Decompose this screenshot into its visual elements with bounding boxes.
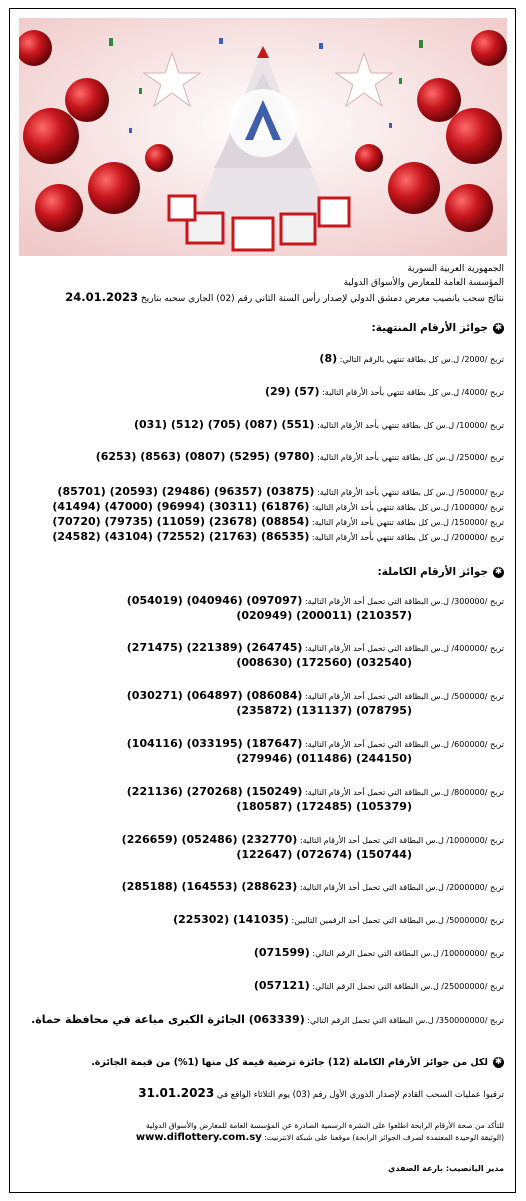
winning-numbers: (086084) (064897) (030271) <box>126 689 303 702</box>
winning-numbers: (232770) (052486) (226659) <box>121 833 298 846</box>
draw-text: نتائج سحب يانصيب معرض دمشق الدولي لإصدار رأس السنة الثاني رقم (02) الجاري سحبه بتاريخ <box>140 294 504 304</box>
winning-numbers: (08854) (23678) (11059) (79735) (70720) <box>52 515 310 528</box>
winning-numbers-2: (210357) (200011) (020949) <box>236 609 412 622</box>
lottery-manager: مدير اليانصيب: بارعة الصفدي <box>387 1164 504 1173</box>
website-link[interactable]: www.diflottery.com.sy <box>135 1132 262 1143</box>
prize-label: تربح /50000/ ل.س كل بطاقة تنتهي بأحد الأرقام التالية: <box>317 488 504 497</box>
prize-label: تربح /5000000/ ل.س البطاقة التي تحمل أحد الرقمين التاليين: <box>291 916 504 925</box>
next-draw-date: 31.01.2023 <box>138 1086 215 1100</box>
ending-row <box>22 352 504 367</box>
full-row <box>22 833 504 862</box>
ending-row <box>22 485 504 500</box>
official-notice <box>22 1120 504 1144</box>
winning-numbers: (9780) (5295) (0807) (8563) (6253) <box>95 450 315 463</box>
full-row <box>22 880 504 895</box>
notice-text: (الوثيقة الوحيدة المعتمدة لصرف الجوائز الرابحة) موقعنا على شبكة الانترنيت: <box>264 1133 504 1142</box>
draw-date: 24.01.2023 <box>65 290 139 304</box>
winning-numbers-2: (244150) (011486) (279946) <box>236 752 412 765</box>
notice-line-1: للتأكد من صحة الأرقام الرابحة اطلعوا على النشرة الرسمية الصادرة عن المؤسسة العامة للمعارض والأسواق الدولية <box>145 1121 504 1130</box>
full-row <box>22 979 504 994</box>
winning-numbers: (264745) (221389) (271475) <box>126 641 303 654</box>
winning-numbers: (187647) (033195) (104116) <box>126 737 303 750</box>
next-draw-info <box>22 1086 504 1102</box>
christmas-banner-image <box>19 18 507 256</box>
ending-row <box>22 385 504 400</box>
winning-numbers: (551) (087) (705) (512) (031) <box>133 418 315 431</box>
winning-numbers: (61876) (30311) (96994) (47000) (41494) <box>52 500 310 513</box>
prize-label: تربح /350000000/ ل.س البطاقة التي تحمل الرقم التالي: <box>307 1016 504 1025</box>
full-row <box>22 641 504 670</box>
consolation-text: لكل من جوائز الأرقام الكاملة (12) جائزة ترضية قيمة كل منها (1%) من قيمة الجائزة. <box>91 1057 488 1068</box>
prize-label: تربح /2000000/ ل.س البطاقة التي تحمل أحد الأرقام التالية: <box>299 883 504 892</box>
ending-row <box>22 530 504 545</box>
prize-label: تربح /200000/ ل.س كل بطاقة تنتهي بأحد الأرقام التالية: <box>311 533 504 542</box>
winning-numbers: (057121) <box>253 979 310 992</box>
winning-numbers: (141035) (225302) <box>173 913 289 926</box>
prize-label: تربح /25000/ ل.س كل بطاقة تنتهي بأحد الأرقام التالية: <box>317 453 504 462</box>
prize-label: تربح /4000/ ل.س كل بطاقة تنتهي بأحد الأرقام التالية: <box>322 388 504 397</box>
prize-label: تربح /150000/ ل.س كل بطاقة تنتهي بأحد الأرقام التالية: <box>311 518 504 527</box>
prize-label: تربح /600000/ ل.س البطاقة التي تحمل أحد الأرقام التالية: <box>304 740 504 749</box>
winning-numbers-2: (078795) (131137) (235872) <box>236 704 412 717</box>
full-row <box>22 737 504 766</box>
full-row <box>22 594 504 623</box>
ending-row <box>22 450 504 465</box>
asterisk-icon: ✱ <box>494 566 503 577</box>
section-title-text: جوائز الأرقام الكاملة: <box>377 566 488 578</box>
full-row <box>22 913 504 928</box>
ending-row <box>22 515 504 530</box>
prize-label: تربح /500000/ ل.س البطاقة التي تحمل أحد الأرقام التالية: <box>304 692 504 701</box>
full-row <box>22 785 504 814</box>
asterisk-icon: ✱ <box>494 1057 503 1067</box>
full-row <box>22 946 504 961</box>
ending-row <box>22 500 504 515</box>
winning-numbers: (57) (29) <box>264 385 320 398</box>
asterisk-icon: ✱ <box>494 322 503 333</box>
next-draw-text: ترقبوا عمليات السحب القادم لإصدار الدوري الأول رقم (03) يوم الثلاثاء الواقع في <box>216 1090 504 1100</box>
ending-section-title <box>22 322 504 334</box>
winning-numbers: (288623) (164553) (285188) <box>121 880 298 893</box>
winning-numbers: (063339) الجائزة الكبرى مباعة في محافظة حماة. <box>31 1013 305 1026</box>
republic-label: الجمهورية العربية السورية <box>407 264 504 274</box>
winning-numbers: (071599) <box>253 946 310 959</box>
prize-label: تربح /100000/ ل.س كل بطاقة تنتهي بأحد الأرقام التالية: <box>311 503 504 512</box>
section-title-text: جوائز الأرقام المنتهية: <box>371 322 488 334</box>
prize-label: تربح /300000/ ل.س البطاقة التي تحمل أحد الأرقام التالية: <box>304 597 504 606</box>
winning-numbers: (86535) (21763) (72552) (43104) (24582) <box>52 530 310 543</box>
consolation-note <box>22 1057 504 1068</box>
prize-label: تربح /25000000/ ل.س البطاقة التي تحمل الرقم التالي: <box>312 982 504 991</box>
document-header <box>22 262 504 306</box>
ending-row <box>22 418 504 433</box>
full-section-title <box>22 566 504 578</box>
prize-label: تربح /10000000/ ل.س البطاقة التي تحمل الرقم التالي: <box>312 949 504 958</box>
institution-label: المؤسسة العامة للمعارض والأسواق الدولية <box>343 278 504 288</box>
winning-numbers: (8) <box>319 352 338 365</box>
prize-label: تربح /2000/ ل.س كل بطاقة تنتهي بالرقم التالي: <box>339 355 504 364</box>
prize-label: تربح /400000/ ل.س البطاقة التي تحمل أحد الأرقام التالية: <box>304 644 504 653</box>
winning-numbers-2: (150744) (072674) (122647) <box>236 848 412 861</box>
prize-label: تربح /1000000/ ل.س البطاقة التي تحمل أحد الأرقام التالية: <box>299 836 504 845</box>
winning-numbers: (097097) (040946) (054019) <box>126 594 303 607</box>
full-row <box>22 689 504 718</box>
winning-numbers: (150249) (270268) (221136) <box>126 785 303 798</box>
notice-line-2 <box>22 1132 504 1144</box>
winning-numbers-2: (105379) (172485) (180587) <box>236 800 412 813</box>
full-row-grand <box>22 1013 504 1028</box>
winning-numbers-2: (032540) (172560) (008630) <box>236 656 412 669</box>
christmas-tree-illustration <box>19 18 507 256</box>
prize-label: تربح /800000/ ل.س البطاقة التي تحمل أحد الأرقام التالية: <box>304 788 504 797</box>
winning-numbers: (03875) (96357) (29486) (20593) (85701) <box>57 485 315 498</box>
draw-info <box>22 290 504 306</box>
prize-label: تربح /10000/ ل.س كل بطاقة تنتهي بأحد الأرقام التالية: <box>317 421 504 430</box>
